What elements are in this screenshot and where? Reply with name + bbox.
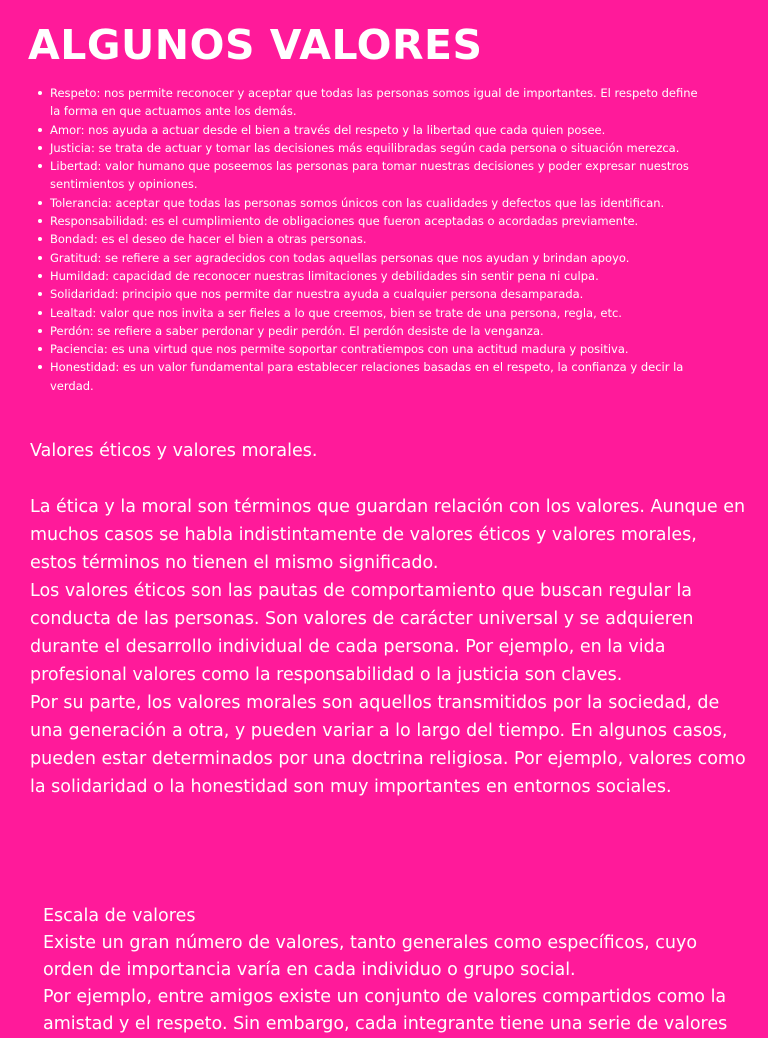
list-item: Respeto: nos permite reconocer y aceptar que todas las personas somos igual de importantes. El respeto define la forma en que actuamos ante los demás.	[50, 84, 700, 121]
list-item: Paciencia: es una virtud que nos permite soportar contratiempos con una actitud madura y positiva.	[50, 340, 700, 358]
list-item: Libertad: valor humano que poseemos las personas para tomar nuestras decisiones y poder expresar nuestros sentimientos y opiniones.	[50, 157, 700, 194]
list-item: Tolerancia: aceptar que todas las personas somos únicos con las cualidades y defectos que las identifican.	[50, 194, 700, 212]
scale-paragraph: Por ejemplo, entre amigos existe un conjunto de valores compartidos como la amistad y el respeto. Sin embargo, cada integrante tiene una serie de valores	[43, 987, 728, 1034]
list-item: Perdón: se refiere a saber perdonar y pedir perdón. El perdón desiste de la venganza.	[50, 322, 700, 340]
ethics-paragraph: Por su parte, los valores morales son aquellos transmitidos por la sociedad, de una generación a otra, y pueden variar a lo largo del tiempo. En algunos casos, pueden estar determinados por una doctrina religiosa. Por ejemplo, valores como la solidaridad o la honestidad son muy importantes en entornos sociales.	[30, 693, 746, 797]
page-title: ALGUNOS VALORES	[28, 21, 483, 69]
ethics-paragraph: La ética y la moral son términos que guardan relación con los valores. Aunque en muchos casos se habla indistintamente de valores éticos y valores morales, estos términos no tienen el mismo significado.	[30, 497, 746, 573]
list-item: Amor: nos ayuda a actuar desde el bien a través del respeto y la libertad que cada quien posee.	[50, 121, 700, 139]
ethics-paragraph: Los valores éticos son las pautas de comportamiento que buscan regular la conducta de las personas. Son valores de carácter universal y se adquieren durante el desarrollo individual de cada persona. Por ejemplo, en la vida profesional valores como la responsabilidad o la justicia son claves.	[30, 581, 694, 685]
list-item: Justicia: se trata de actuar y tomar las decisiones más equilibradas según cada persona o situación merezca.	[50, 139, 700, 157]
list-item: Solidaridad: principio que nos permite dar nuestra ayuda a cualquier persona desamparada.	[50, 285, 700, 303]
values-list	[50, 84, 700, 395]
list-item: Responsabilidad: es el cumplimiento de obligaciones que fueron aceptadas o acordadas previamente.	[50, 212, 700, 230]
list-item: Honestidad: es un valor fundamental para establecer relaciones basadas en el respeto, la confianza y decir la verdad.	[50, 358, 700, 395]
list-item: Bondad: es el deseo de hacer el bien a otras personas.	[50, 230, 700, 248]
list-item: Humildad: capacidad de reconocer nuestras limitaciones y debilidades sin sentir pena ni culpa.	[50, 267, 700, 285]
ethics-article	[30, 493, 746, 801]
scale-heading: Escala de valores	[43, 906, 196, 926]
list-item: Lealtad: valor que nos invita a ser fieles a lo que creemos, bien se trate de una persona, regla, etc.	[50, 304, 700, 322]
scale-section	[43, 903, 753, 1038]
ethics-heading: Valores éticos y valores morales.	[30, 441, 318, 461]
scale-paragraph: Existe un gran número de valores, tanto generales como específicos, cuyo orden de importancia varía en cada individuo o grupo social.	[43, 933, 698, 980]
list-item: Gratitud: se refiere a ser agradecidos con todas aquellas personas que nos ayudan y brindan apoyo.	[50, 249, 700, 267]
